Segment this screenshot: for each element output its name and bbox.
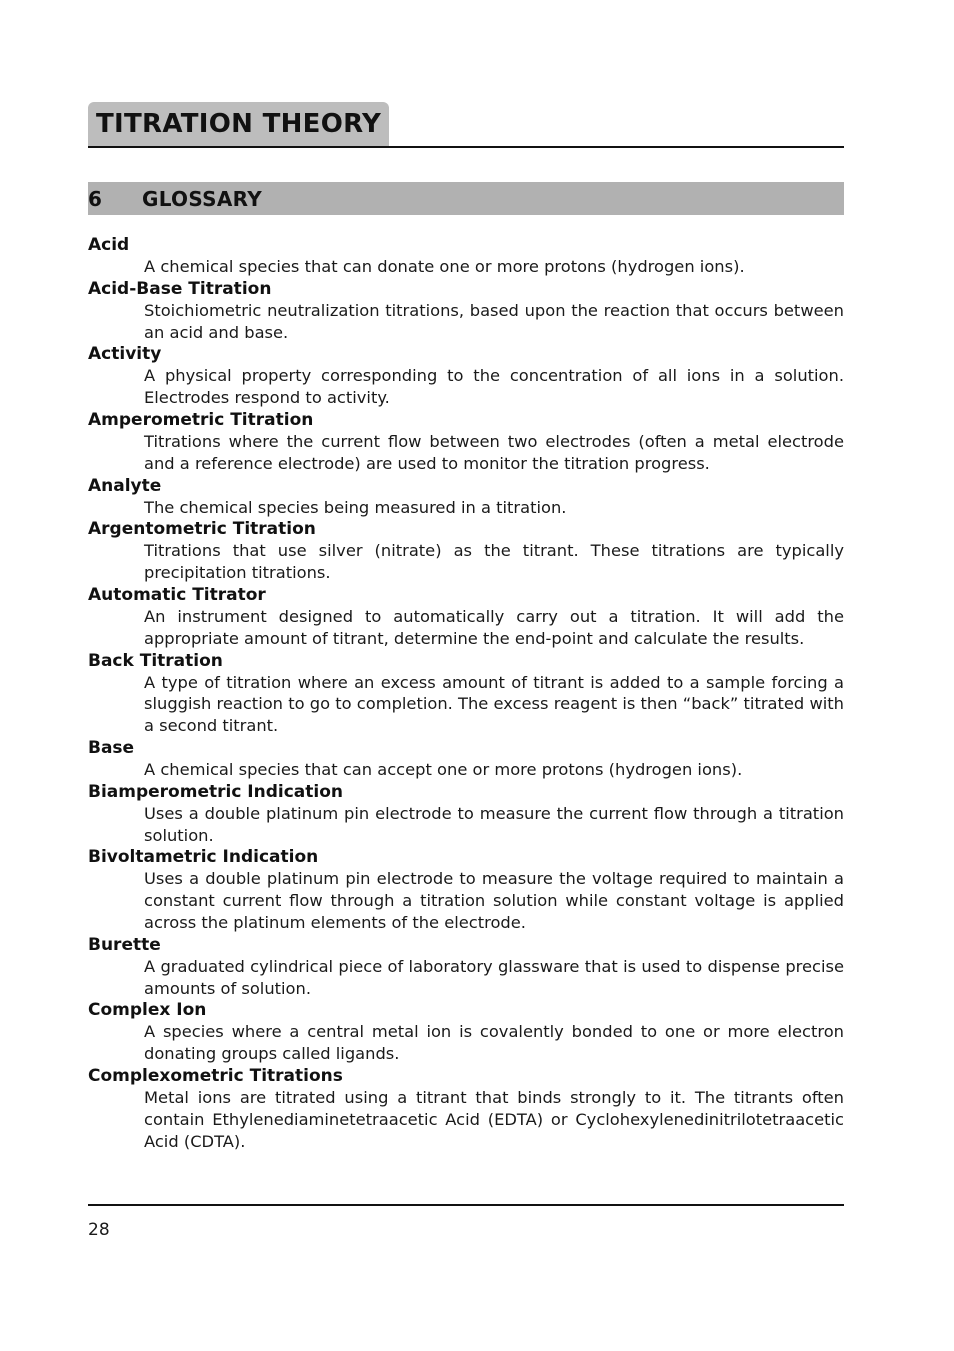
glossary-term: Analyte bbox=[88, 475, 162, 496]
glossary-definition: An instrument designed to automatically carry out a titration. It will add the appropriate amount of titrant, determine the end-point and calculate the results. bbox=[144, 606, 844, 648]
glossary-entry bbox=[88, 343, 844, 409]
glossary-definition: A chemical species that can donate one or more protons (hydrogen ions). bbox=[144, 257, 745, 276]
glossary-entry bbox=[88, 234, 844, 278]
glossary-term: Argentometric Titration bbox=[88, 519, 316, 540]
glossary-definition: A physical property corresponding to the concentration of all ions in a solution. Electrodes respond to activity. bbox=[144, 366, 844, 408]
glossary-term: Acid-Base Titration bbox=[88, 278, 272, 299]
glossary-term: Back Titration bbox=[88, 650, 223, 671]
chapter-header bbox=[88, 102, 844, 148]
chapter-header-tab bbox=[88, 102, 389, 146]
chapter-title: TITRATION THEORY bbox=[96, 109, 382, 139]
header-rule bbox=[88, 146, 844, 148]
section-number: 6 bbox=[88, 186, 102, 211]
glossary-entry bbox=[88, 650, 844, 737]
glossary-definition: A graduated cylindrical piece of laboratory glassware that is used to dispense precise amounts of solution. bbox=[144, 956, 844, 998]
glossary-entry bbox=[88, 584, 844, 650]
glossary-definition: Titrations that use silver (nitrate) as the titrant. These titrations are typically precipitation titrations. bbox=[144, 541, 844, 583]
section-heading-bar bbox=[88, 182, 844, 215]
glossary-entry bbox=[88, 999, 844, 1065]
glossary-definition: Metal ions are titrated using a titrant that binds strongly to it. The titrants often contain Ethylenediaminetetraacetic Acid (EDTA) or Cyclohexylenedinitrilotetraacetic Acid (CDTA). bbox=[144, 1087, 844, 1151]
footer-rule bbox=[88, 1204, 844, 1206]
manual-page bbox=[88, 0, 844, 1351]
glossary-term: Bivoltametric Indication bbox=[88, 847, 319, 868]
glossary-definition: Uses a double platinum pin electrode to measure the current flow through a titration solution. bbox=[144, 803, 844, 845]
glossary-term: Complexometric Titrations bbox=[88, 1065, 343, 1086]
glossary-term: Complex Ion bbox=[88, 1000, 207, 1021]
glossary-entry bbox=[88, 518, 844, 584]
glossary-definition: A chemical species that can accept one or more protons (hydrogen ions). bbox=[144, 759, 743, 779]
glossary-term: Activity bbox=[88, 344, 162, 365]
page-number: 28 bbox=[88, 1220, 110, 1240]
glossary-entry bbox=[88, 934, 844, 1000]
glossary-list bbox=[88, 234, 844, 1152]
glossary-definition: The chemical species being measured in a titration. bbox=[144, 497, 567, 517]
glossary-definition: Stoichiometric neutralization titrations, based upon the reaction that occurs between an acid and base. bbox=[144, 300, 844, 342]
glossary-term: Biamperometric Indication bbox=[88, 781, 344, 802]
glossary-term: Base bbox=[88, 737, 135, 758]
glossary-term: Acid bbox=[88, 235, 130, 255]
glossary-entry bbox=[88, 475, 844, 519]
glossary-term: Automatic Titrator bbox=[88, 584, 266, 605]
glossary-entry bbox=[88, 781, 844, 847]
glossary-definition: A type of titration where an excess amount of titrant is added to a sample forcing a sluggish reaction to go to completion. The excess reagent is then “back” titrated with a second titrant. bbox=[144, 672, 844, 736]
glossary-entry bbox=[88, 846, 844, 933]
glossary-definition: Titrations where the current flow between two electrodes (often a metal electrode and a reference electrode) are used to monitor the titration progress. bbox=[144, 431, 844, 473]
glossary-entry bbox=[88, 278, 844, 344]
glossary-term: Burette bbox=[88, 934, 161, 955]
glossary-term: Amperometric Titration bbox=[88, 409, 314, 430]
glossary-entry bbox=[88, 1065, 844, 1152]
glossary-definition: A species where a central metal ion is covalently bonded to one or more electron donating groups called ligands. bbox=[144, 1022, 844, 1064]
glossary-entry bbox=[88, 737, 844, 781]
glossary-definition: Uses a double platinum pin electrode to measure the voltage required to maintain a constant current flow through a titration solution while constant voltage is applied across the platinum elements of the electrode. bbox=[144, 869, 844, 932]
glossary-entry bbox=[88, 409, 844, 475]
section-title: GLOSSARY bbox=[142, 186, 263, 211]
